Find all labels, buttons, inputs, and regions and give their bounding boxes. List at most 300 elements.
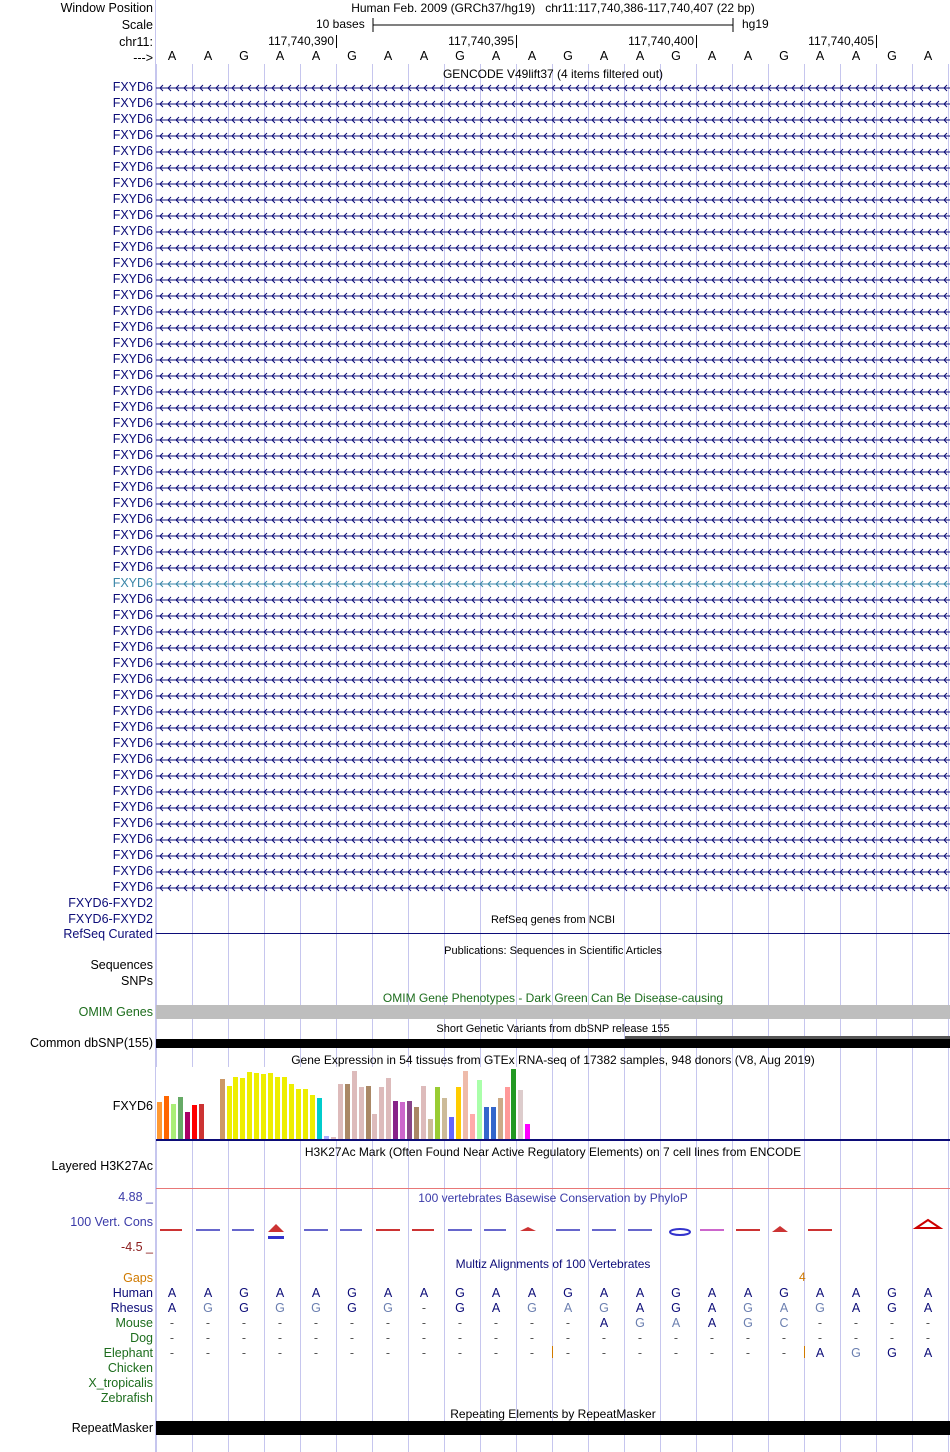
gtex-bar[interactable] [240,1078,245,1139]
gencode-transcript-line[interactable] [156,483,950,493]
gencode-gene-label[interactable]: FXYD6 [112,448,153,462]
gencode-transcript-line[interactable] [156,819,950,829]
gencode-transcript-line[interactable] [156,771,950,781]
gencode-gene-label[interactable]: FXYD6 [112,832,153,846]
gtex-bar[interactable] [505,1087,510,1139]
alignment-base: - [601,1346,607,1360]
gencode-gene-label[interactable]: FXYD6 [112,368,153,382]
gtex-bar[interactable] [366,1086,371,1139]
gencode-gene-label[interactable]: FXYD6 [112,608,153,622]
gtex-bar[interactable] [477,1080,482,1139]
gencode-gene-label[interactable]: FXYD6 [112,224,153,238]
gencode-transcript-line[interactable] [156,499,950,509]
omim-gene-bar[interactable] [156,1005,950,1019]
gencode-transcript-line[interactable] [156,643,950,653]
gtex-bar[interactable] [428,1119,433,1139]
gencode-transcript-line[interactable] [156,707,950,717]
gencode-transcript-line[interactable] [156,531,950,541]
sequence-base: G [887,49,897,63]
species-label[interactable]: X_tropicalis [88,1376,153,1390]
gencode-transcript-line[interactable] [156,723,950,733]
alignment-base: A [671,1316,681,1330]
gencode-transcript-line[interactable] [156,659,950,669]
gencode-transcript-line[interactable] [156,467,950,477]
alignment-base: - [817,1316,823,1330]
sequence-base: A [167,49,177,63]
gencode-transcript-line[interactable] [156,291,950,301]
alignment-base: - [169,1346,175,1360]
alignment-base: - [205,1316,211,1330]
gencode-gene-label[interactable]: FXYD6 [112,720,153,734]
gencode-transcript-line[interactable] [156,355,950,365]
species-label[interactable]: Rhesus [110,1301,153,1315]
chrom-label: chr11: [119,35,153,49]
alignment-base: - [313,1316,319,1330]
gencode-gene-label[interactable]: FXYD6 [112,544,153,558]
alignment-base: - [493,1316,499,1330]
gencode-gene-label[interactable]: FXYD6 [112,464,153,478]
gencode-gene-label[interactable]: FXYD6 [112,640,153,654]
sequence-base: A [275,49,285,63]
sequence-base: A [815,49,825,63]
gtex-bar[interactable] [407,1101,412,1139]
gtex-bar[interactable] [317,1098,322,1139]
gencode-gene-label[interactable]: FXYD6-FXYD2 [68,896,153,910]
gtex-bar[interactable] [435,1087,440,1139]
gencode-gene-label[interactable]: FXYD6 [112,800,153,814]
gtex-bar[interactable] [157,1102,162,1139]
gencode-transcript-line[interactable] [156,547,950,557]
alignment-base: A [815,1346,825,1360]
alignment-base: G [455,1286,465,1300]
window-position-label: Window Position [60,1,153,15]
alignment-base: - [673,1331,679,1345]
alignment-base: - [241,1316,247,1330]
species-label[interactable]: Zebrafish [100,1391,153,1405]
alignment-base: A [851,1286,861,1300]
repeat-track-title[interactable]: Repeating Elements by RepeatMasker [450,1407,656,1421]
gencode-gene-label[interactable]: FXYD6 [112,128,153,142]
gencode-transcript-line[interactable] [156,83,950,93]
gtex-bar[interactable] [498,1098,503,1139]
alignment-base: - [925,1316,931,1330]
alignment-base: - [421,1316,427,1330]
gencode-transcript-line[interactable] [156,323,950,333]
alignment-base: - [385,1316,391,1330]
alignment-base: G [383,1301,393,1315]
species-label[interactable]: Elephant [103,1346,153,1360]
cons-track-label[interactable]: 100 Vert. Cons [70,1215,153,1229]
gencode-gene-label[interactable]: FXYD6 [112,400,153,414]
alignment-base: A [491,1301,501,1315]
assembly-position[interactable]: Human Feb. 2009 (GRCh37/hg19) chr11:117,740,386-117,740,407 (22 bp) [351,1,755,15]
sequence-base: G [239,49,249,63]
repeat-element-bar[interactable] [156,1421,950,1435]
alignment-base: A [419,1286,429,1300]
gencode-gene-label[interactable]: FXYD6 [112,848,153,862]
gtex-bar[interactable] [470,1114,475,1139]
gencode-transcript-line[interactable] [156,179,950,189]
gencode-gene-label[interactable]: FXYD6 [112,160,153,174]
alignment-base: A [707,1316,717,1330]
gencode-transcript-line[interactable] [156,563,950,573]
refseq-track-title[interactable]: RefSeq genes from NCBI [490,914,616,926]
scale-db: hg19 [742,17,769,31]
alignment-base: - [349,1346,355,1360]
gencode-transcript-line[interactable] [156,611,950,621]
gtex-bar[interactable] [352,1071,357,1139]
gtex-bar[interactable] [518,1090,523,1139]
gencode-gene-label[interactable]: FXYD6 [112,496,153,510]
gencode-transcript-line[interactable] [156,259,950,269]
gtex-bar[interactable] [171,1104,176,1139]
alignment-base: G [887,1286,897,1300]
alignment-base: - [601,1331,607,1345]
alignment-base: - [781,1346,787,1360]
gencode-transcript-line[interactable] [156,835,950,845]
gtex-track-title[interactable]: Gene Expression in 54 tissues from GTEx RNA-seq of 17382 samples, 948 donors (V8, Aug 2019) [291,1053,815,1067]
alignment-base: - [349,1316,355,1330]
gtex-bar[interactable] [268,1073,273,1139]
gencode-transcript-line[interactable] [156,115,950,125]
alignment-base: G [275,1301,285,1315]
alignment-base: G [239,1301,249,1315]
gencode-transcript-line[interactable] [156,403,950,413]
gtex-bar[interactable] [359,1087,364,1139]
scale-bar [0,15,950,35]
gencode-transcript-line[interactable] [156,99,950,109]
gtex-bar[interactable] [421,1086,426,1139]
gencode-transcript-line[interactable] [156,627,950,637]
alignment-base: - [169,1316,175,1330]
gencode-transcript-line[interactable] [156,515,950,525]
gencode-transcript-line[interactable] [156,451,950,461]
gencode-gene-label[interactable]: FXYD6 [112,416,153,430]
gtex-bar[interactable] [233,1077,238,1139]
gencode-transcript-line[interactable] [156,131,950,141]
gencode-gene-label[interactable]: FXYD6 [112,528,153,542]
gtex-bar[interactable] [456,1087,461,1139]
gencode-transcript-line[interactable] [156,755,950,765]
sequence-base: A [203,49,213,63]
gtex-bar[interactable] [199,1104,204,1139]
sequence-base: A [851,49,861,63]
gtex-bar[interactable] [442,1098,447,1139]
gencode-transcript-line[interactable] [156,307,950,317]
gencode-transcript-line[interactable] [156,147,950,157]
refseq-track-label[interactable]: RefSeq Curated [63,927,153,941]
gencode-transcript-line[interactable] [156,851,950,861]
alignment-base: - [385,1346,391,1360]
gencode-transcript-line[interactable] [156,883,950,893]
gencode-transcript-line[interactable] [156,195,950,205]
gencode-gene-label[interactable]: FXYD6 [112,288,153,302]
sequence-base: A [743,49,753,63]
cons-mark [268,1224,284,1232]
alignment-base: C [779,1316,789,1330]
gencode-transcript-line[interactable] [156,419,950,429]
alignment-base: A [491,1286,501,1300]
cons-mark [670,1229,690,1235]
gtex-bar[interactable] [511,1069,516,1139]
gtex-bar[interactable] [164,1096,169,1139]
sequence-base: A [923,49,933,63]
alignment-base: - [529,1346,535,1360]
gencode-gene-label[interactable]: FXYD6 [112,320,153,334]
gencode-gene-label[interactable]: FXYD6 [112,752,153,766]
cons-mark [772,1226,788,1232]
alignment-base: - [853,1331,859,1345]
gencode-gene-label[interactable]: FXYD6 [112,144,153,158]
gencode-gene-label[interactable]: FXYD6 [112,672,153,686]
gencode-gene-label[interactable]: FXYD6 [112,784,153,798]
gencode-gene-label[interactable]: FXYD6 [112,864,153,878]
gtex-bar[interactable] [289,1084,294,1139]
position-tick [516,35,517,48]
alignment-base: - [565,1316,571,1330]
gtex-bar[interactable] [303,1089,308,1139]
gencode-gene-label[interactable]: FXYD6 [112,208,153,222]
gencode-gene-label[interactable]: FXYD6 [112,272,153,286]
gencode-transcript-line[interactable] [156,211,950,221]
alignment-base: G [527,1301,537,1315]
alignment-base: G [887,1346,897,1360]
cons-sequence-logo [156,1218,950,1244]
gencode-transcript-line[interactable] [156,275,950,285]
refseq-gene-line[interactable] [156,933,950,934]
gencode-gene-label[interactable]: FXYD6 [112,512,153,526]
alignment-base: A [779,1301,789,1315]
gencode-gene-label[interactable]: FXYD6 [112,656,153,670]
cons-max-label: 4.88 _ [118,1190,153,1204]
position-label: 117,740,395 [448,34,514,48]
alignment-base: - [313,1331,319,1345]
gencode-gene-label[interactable]: FXYD6 [112,384,153,398]
gencode-gene-label[interactable]: FXYD6 [112,816,153,830]
species-label[interactable]: Mouse [115,1316,153,1330]
alignment-base: G [815,1301,825,1315]
gtex-bar[interactable] [296,1089,301,1139]
alignment-base: - [277,1346,283,1360]
gtex-bar[interactable] [227,1086,232,1139]
cons-mark [268,1236,284,1239]
gtex-bar[interactable] [282,1077,287,1139]
alignment-base: G [743,1301,753,1315]
dbsnp-variant-bar[interactable] [156,1039,950,1048]
species-label[interactable]: Human [112,1286,153,1300]
alignment-base: - [709,1346,715,1360]
gencode-transcript-line[interactable] [156,371,950,381]
alignment-base: G [671,1301,681,1315]
gencode-transcript-line[interactable] [156,787,950,797]
gencode-transcript-line[interactable] [156,339,950,349]
h3k27-track-label[interactable]: Layered H3K27Ac [51,1159,153,1173]
gtex-bar[interactable] [414,1107,419,1139]
gtex-bar[interactable] [484,1107,489,1139]
gencode-gene-label[interactable]: FXYD6 [112,576,153,590]
dbsnp-track-label[interactable]: Common dbSNP(155) [30,1036,153,1050]
gencode-gene-label[interactable]: FXYD6 [112,336,153,350]
alignment-base: A [707,1286,717,1300]
gencode-gene-label[interactable]: FXYD6 [112,736,153,750]
alignment-base: - [277,1331,283,1345]
gap-marker [552,1346,553,1358]
gencode-transcript-line[interactable] [156,691,950,701]
gencode-transcript-line[interactable] [156,387,950,397]
sequence-base: G [347,49,357,63]
gencode-gene-label[interactable]: FXYD6 [112,256,153,270]
gencode-gene-label[interactable]: FXYD6 [112,192,153,206]
gtex-bar[interactable] [386,1078,391,1139]
alignment-base: G [347,1301,357,1315]
h3k27-signal-line [156,1188,950,1189]
gencode-gene-label[interactable]: FXYD6 [112,480,153,494]
gencode-transcript-line[interactable] [156,163,950,173]
gencode-gene-label[interactable]: FXYD6 [112,240,153,254]
gencode-transcript-line[interactable] [156,595,950,605]
alignment-base: G [347,1286,357,1300]
gtex-bar[interactable] [345,1084,350,1139]
alignment-base: A [923,1346,933,1360]
gencode-gene-label[interactable]: FXYD6 [112,304,153,318]
repeat-track-label[interactable]: RepeatMasker [71,1421,153,1435]
gap-marker [804,1346,805,1358]
gencode-gene-label[interactable]: FXYD6 [112,112,153,126]
pubs-sequences-label[interactable]: Sequences [90,958,153,972]
h3k27-track-title[interactable]: H3K27Ac Mark (Often Found Near Active Regulatory Elements) on 7 cell lines from ENCODE [304,1145,802,1159]
alignment-base: A [635,1286,645,1300]
gencode-gene-label[interactable]: FXYD6 [112,688,153,702]
omim-track-title[interactable]: OMIM Gene Phenotypes - Dark Green Can Be Disease-causing [382,991,724,1005]
alignment-base: - [349,1331,355,1345]
position-label: 117,740,400 [628,34,694,48]
alignment-base: - [457,1316,463,1330]
gencode-gene-label[interactable]: FXYD6 [112,592,153,606]
alignment-base: G [455,1301,465,1315]
gtex-baseline [156,1139,950,1141]
alignment-base: - [889,1331,895,1345]
alignment-base: - [637,1346,643,1360]
multiz-track-title[interactable]: Multiz Alignments of 100 Vertebrates [455,1257,651,1271]
alignment-base: - [673,1346,679,1360]
cons-mark [520,1227,536,1231]
gencode-gene-label[interactable]: FXYD6 [112,560,153,574]
gencode-transcript-line[interactable] [156,435,950,445]
alignment-base: A [707,1301,717,1315]
gencode-gene-label[interactable]: FXYD6 [112,80,153,94]
gencode-gene-label[interactable]: FXYD6 [112,624,153,638]
position-tick [696,35,697,48]
gtex-bar[interactable] [393,1101,398,1139]
dbsnp-variant-bar-secondary[interactable] [625,1036,950,1039]
gencode-gene-label[interactable]: FXYD6 [112,96,153,110]
alignment-base: G [851,1346,861,1360]
gencode-gene-label[interactable]: FXYD6 [112,704,153,718]
sequence-base: A [419,49,429,63]
alignment-base: - [853,1316,859,1330]
gencode-transcript-line[interactable] [156,803,950,813]
gtex-bar[interactable] [372,1114,377,1139]
alignment-base: - [385,1331,391,1345]
alignment-base: - [781,1331,787,1345]
gtex-bar[interactable] [261,1074,266,1139]
alignment-base: - [169,1331,175,1345]
gencode-gene-label[interactable]: FXYD6 [112,432,153,446]
sequence-base: G [671,49,681,63]
gtex-track-label[interactable]: FXYD6 [112,1099,153,1113]
gtex-bar[interactable] [379,1087,384,1139]
pubs-snps-label[interactable]: SNPs [121,974,153,988]
alignment-base: - [205,1346,211,1360]
gencode-transcript-line[interactable] [156,579,950,589]
alignment-base: G [635,1316,645,1330]
gtex-bar[interactable] [491,1107,496,1139]
alignment-base: - [565,1331,571,1345]
alignment-base: A [815,1286,825,1300]
cons-track-title[interactable]: 100 vertebrates Basewise Conservation by PhyloP [418,1191,688,1205]
gtex-bar[interactable] [247,1072,252,1139]
gtex-bar[interactable] [338,1084,343,1139]
gencode-gene-label[interactable]: FXYD6 [112,880,153,894]
gencode-transcript-line[interactable] [156,739,950,749]
alignment-base: - [421,1331,427,1345]
gencode-transcript-line[interactable] [156,675,950,685]
dbsnp-track-title[interactable]: Short Genetic Variants from dbSNP release 155 [436,1023,670,1035]
gencode-transcript-line[interactable] [156,243,950,253]
gencode-track-title[interactable]: GENCODE V49lift37 (4 items filtered out) [442,67,664,81]
alignment-base: G [203,1301,213,1315]
omim-track-label[interactable]: OMIM Genes [78,1005,153,1019]
gencode-transcript-line[interactable] [156,227,950,237]
species-label[interactable]: Chicken [107,1361,153,1375]
alignment-base: G [779,1286,789,1300]
species-label[interactable]: Dog [130,1331,153,1345]
gtex-bar[interactable] [275,1077,280,1139]
gtex-bar[interactable] [254,1073,259,1139]
alignment-base: - [493,1346,499,1360]
gencode-gene-label[interactable]: FXYD6-FXYD2 [68,912,153,926]
alignment-base: G [563,1286,573,1300]
alignment-base: - [745,1331,751,1345]
pubs-track-title[interactable]: Publications: Sequences in Scientific Articles [444,945,662,957]
cons-min-label: -4.5 _ [121,1240,153,1254]
alignment-base: G [671,1286,681,1300]
gencode-gene-label[interactable]: FXYD6 [112,176,153,190]
gtex-bar[interactable] [400,1102,405,1139]
gencode-transcript-line[interactable] [156,867,950,877]
gtex-bar[interactable] [449,1117,454,1139]
gtex-bar[interactable] [525,1124,530,1139]
gtex-bar[interactable] [185,1112,190,1139]
gtex-bar[interactable] [220,1079,225,1139]
position-label: 117,740,405 [808,34,874,48]
alignment-base: A [923,1301,933,1315]
gtex-bar[interactable] [463,1071,468,1139]
gencode-gene-label[interactable]: FXYD6 [112,768,153,782]
gencode-gene-label[interactable]: FXYD6 [112,352,153,366]
gaps-count: 4 [799,1270,806,1284]
alignment-base: - [637,1331,643,1345]
alignment-base: A [527,1286,537,1300]
alignment-base: A [275,1286,285,1300]
gtex-bar[interactable] [310,1095,315,1139]
alignment-base: - [709,1331,715,1345]
alignment-base: A [743,1286,753,1300]
alignment-base: - [745,1346,751,1360]
gtex-bar[interactable] [178,1097,183,1139]
gaps-label: Gaps [123,1271,153,1285]
gtex-bar[interactable] [192,1105,197,1139]
